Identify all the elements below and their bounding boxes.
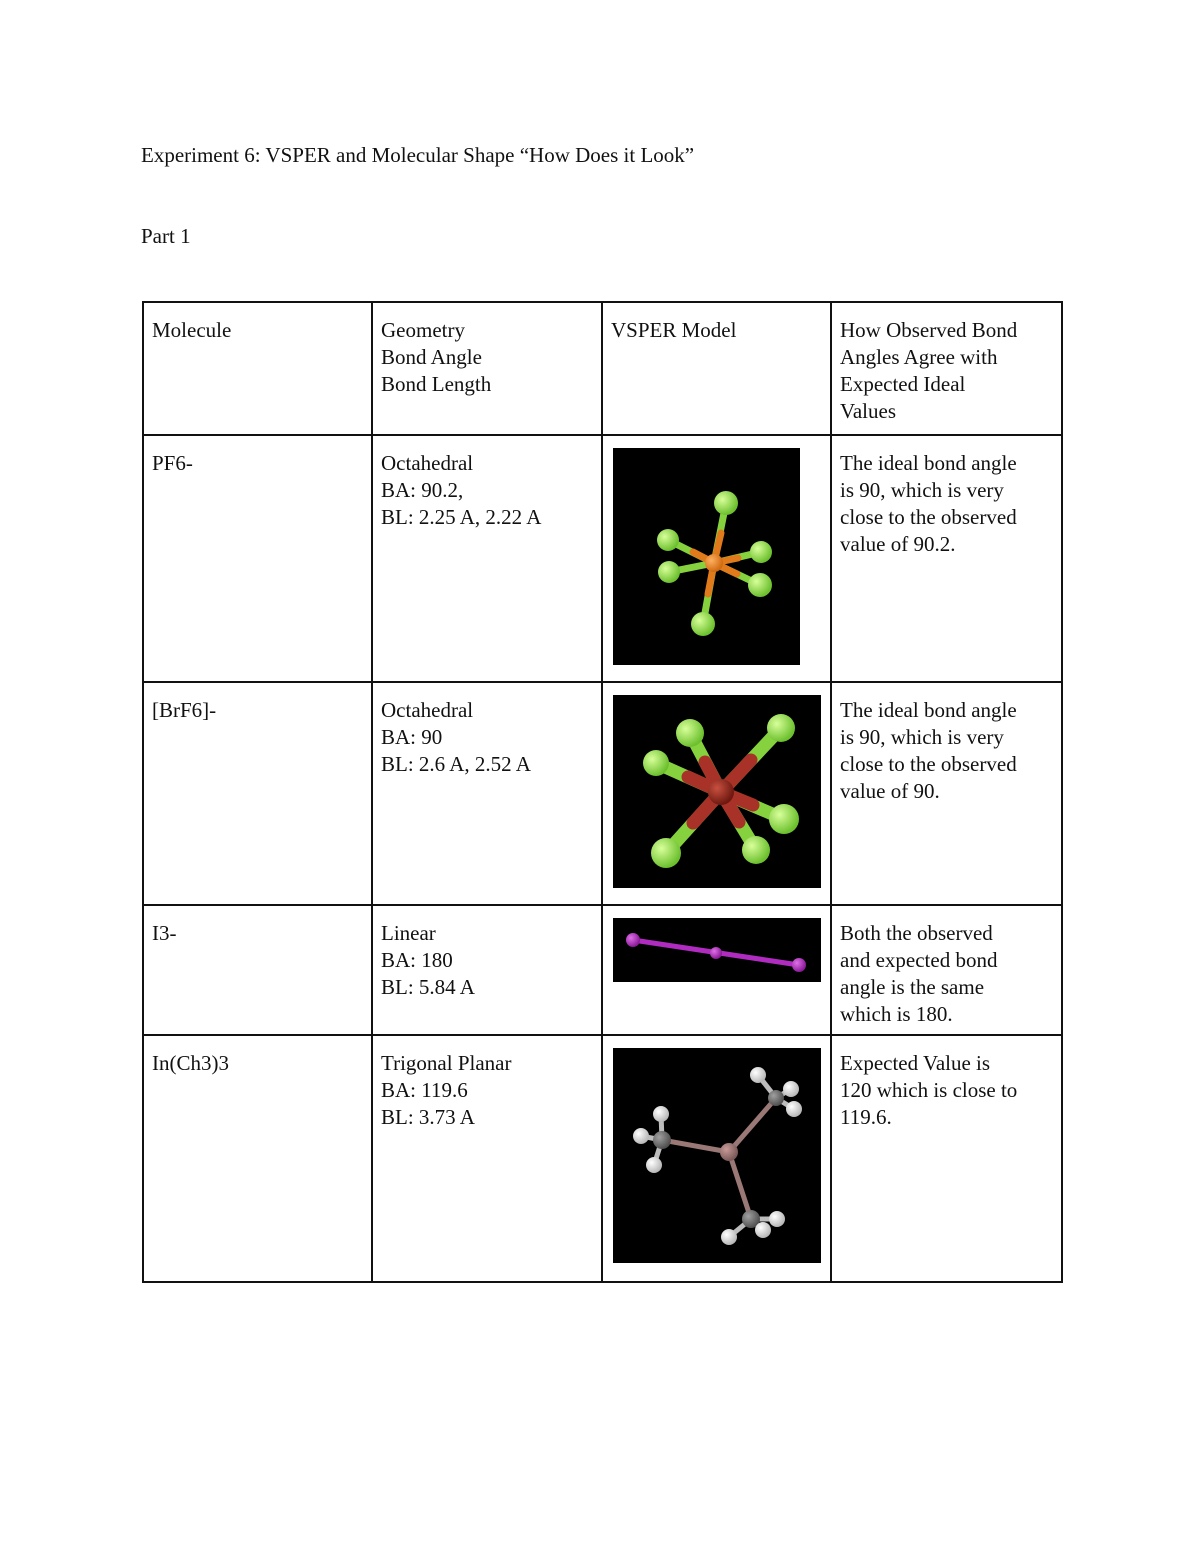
document-title: Experiment 6: VSPER and Molecular Shape “How Does it Look” — [141, 143, 695, 167]
geometry-cell: Octahedral BA: 90.2, BL: 2.25 A, 2.22 A — [372, 435, 602, 682]
in-ch3-3-trigonal-planar-molecule — [613, 1048, 821, 1263]
pf6-octahedral-molecule — [613, 448, 800, 665]
molecule-name: PF6- — [143, 435, 372, 682]
table-row — [143, 905, 1062, 1035]
section-heading: Part 1 — [141, 224, 191, 248]
agreement-cell: The ideal bond angle is 90, which is very close to the observed value of 90. — [831, 682, 1062, 905]
geometry-cell: Octahedral BA: 90 BL: 2.6 A, 2.52 A — [372, 682, 602, 905]
molecule-name: In(Ch3)3 — [143, 1035, 372, 1282]
header-molecule: Molecule — [143, 302, 372, 435]
table-row — [143, 435, 1062, 682]
agreement-cell: Both the observed and expected bond angle is the same which is 180. — [831, 905, 1062, 1035]
model-cell — [602, 905, 831, 1035]
header-agreement: How Observed Bond Angles Agree with Expected Ideal Values — [831, 302, 1062, 435]
vsper-results-table — [142, 301, 1063, 1283]
header-vsper-model: VSPER Model — [602, 302, 831, 435]
table-row — [143, 1035, 1062, 1282]
model-cell — [602, 435, 831, 682]
model-cell — [602, 1035, 831, 1282]
brf6-octahedral-molecule — [613, 695, 821, 888]
i3-linear-molecule — [613, 918, 821, 982]
geometry-cell: Trigonal Planar BA: 119.6 BL: 3.73 A — [372, 1035, 602, 1282]
molecule-name: I3- — [143, 905, 372, 1035]
header-geometry: Geometry Bond Angle Bond Length — [372, 302, 602, 435]
agreement-cell: Expected Value is 120 which is close to 119.6. — [831, 1035, 1062, 1282]
table-row — [143, 682, 1062, 905]
geometry-cell: Linear BA: 180 BL: 5.84 A — [372, 905, 602, 1035]
molecule-name: [BrF6]- — [143, 682, 372, 905]
agreement-cell: The ideal bond angle is 90, which is very close to the observed value of 90.2. — [831, 435, 1062, 682]
table-header-row — [143, 302, 1062, 435]
model-cell — [602, 682, 831, 905]
